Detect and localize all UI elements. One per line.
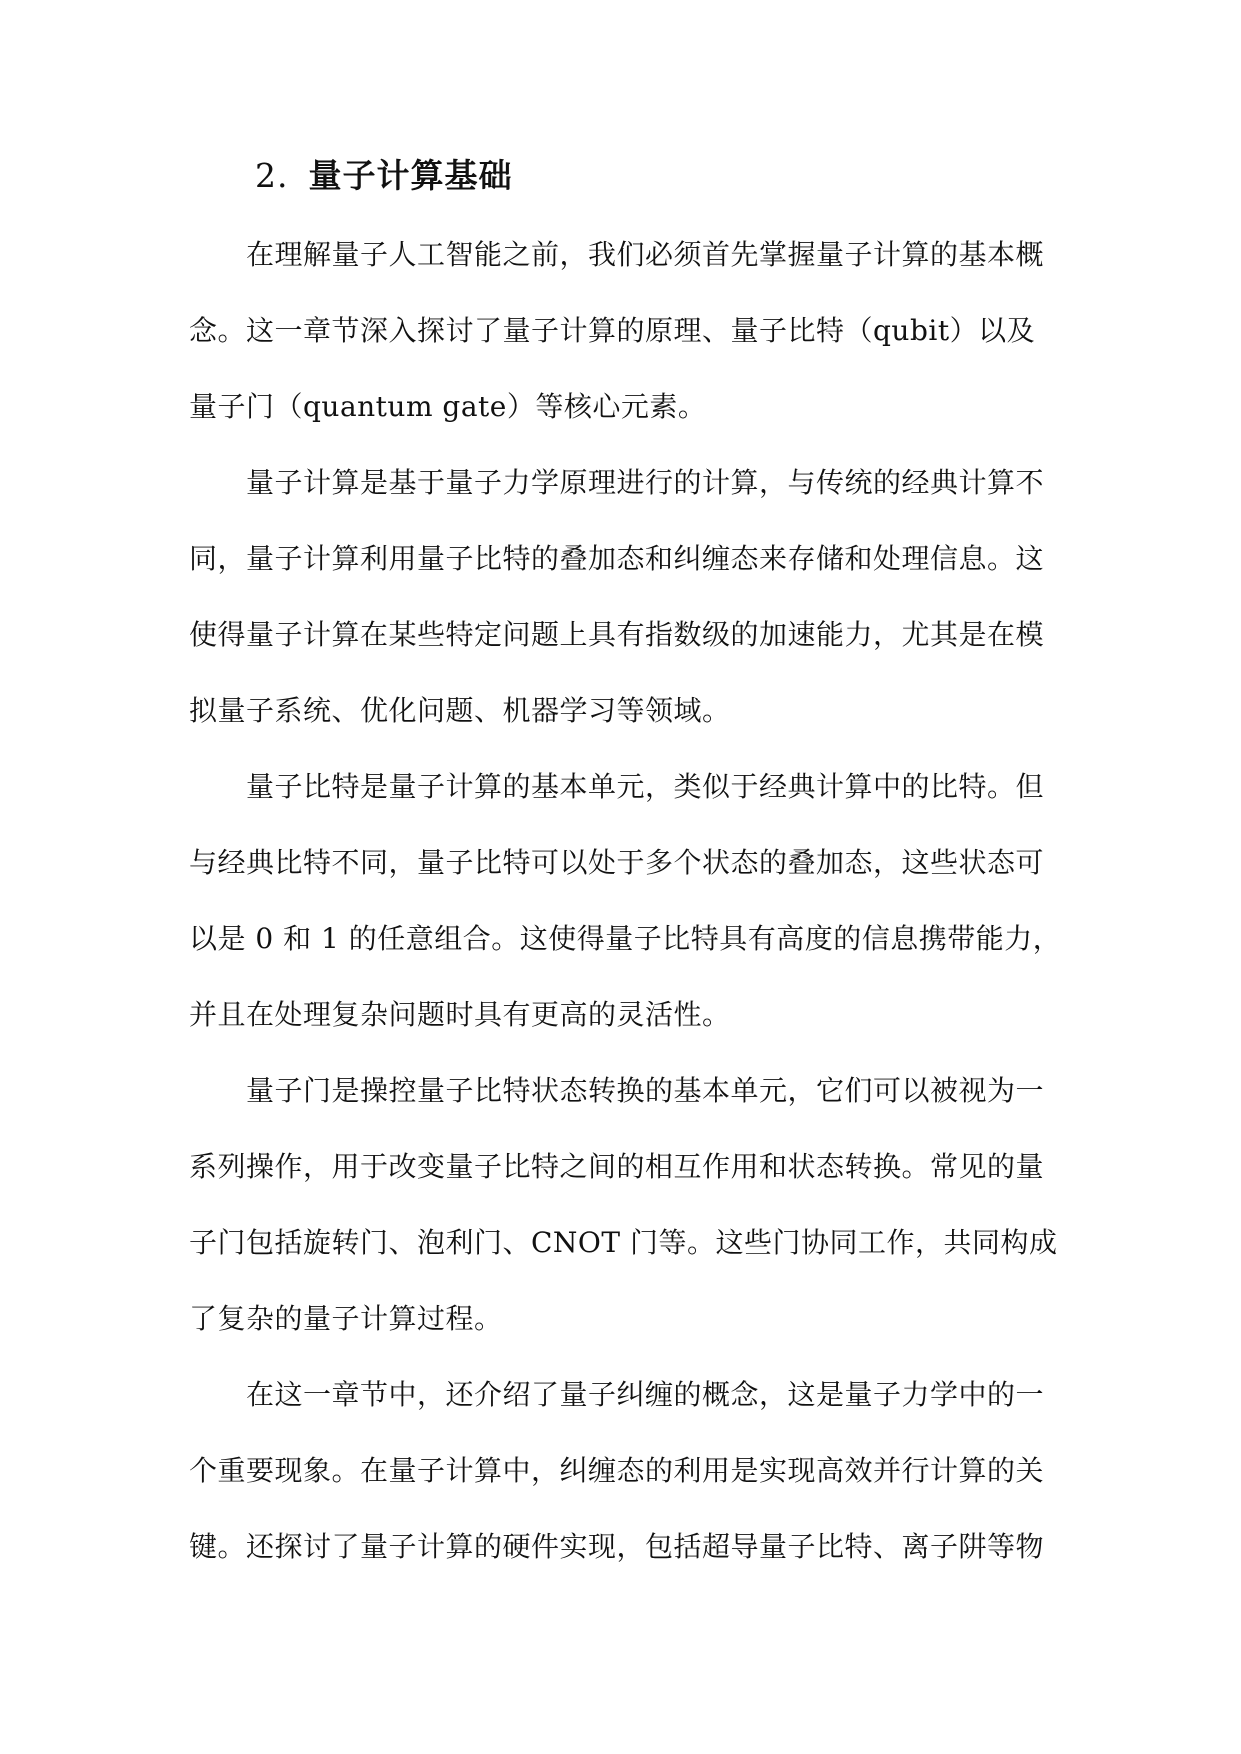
paragraph-5 bbox=[189, 1370, 1069, 1598]
paragraph-line: 以是 0 和 1 的任意组合。这使得量子比特具有高度的信息携带能力， bbox=[189, 922, 1062, 955]
paragraph-4 bbox=[189, 1066, 1069, 1370]
paragraph-line: 拟量子系统、优化问题、机器学习等领域。 bbox=[189, 694, 731, 727]
paragraph-3 bbox=[189, 762, 1069, 1066]
paragraph-line: 系列操作，用于改变量子比特之间的相互作用和状态转换。常见的量 bbox=[189, 1150, 1045, 1183]
body-text bbox=[189, 230, 1069, 1598]
paragraph-line: 同，量子计算利用量子比特的叠加态和纠缠态来存储和处理信息。这 bbox=[189, 542, 1045, 575]
section-title: 量子计算基础 bbox=[308, 156, 513, 195]
paragraph-line: 量子门（quantum gate）等核心元素。 bbox=[189, 390, 707, 423]
paragraph-line: 念。这一章节深入探讨了量子计算的原理、量子比特（qubit）以及 bbox=[189, 314, 1036, 347]
paragraph-line: 使得量子计算在某些特定问题上具有指数级的加速能力，尤其是在模 bbox=[189, 618, 1045, 651]
paragraph-line: 与经典比特不同，量子比特可以处于多个状态的叠加态，这些状态可 bbox=[189, 846, 1045, 879]
paragraph-line: 量子计算是基于量子力学原理进行的计算，与传统的经典计算不 bbox=[246, 466, 1045, 499]
paragraph-line: 在理解量子人工智能之前，我们必须首先掌握量子计算的基本概 bbox=[246, 238, 1045, 271]
paragraph-line: 量子门是操控量子比特状态转换的基本单元，它们可以被视为一 bbox=[246, 1074, 1045, 1107]
paragraph-line: 在这一章节中，还介绍了量子纠缠的概念，这是量子力学中的一 bbox=[246, 1378, 1045, 1411]
paragraph-line: 量子比特是量子计算的基本单元，类似于经典计算中的比特。但 bbox=[246, 770, 1045, 803]
section-heading bbox=[255, 150, 513, 197]
paragraph-line: 并且在处理复杂问题时具有更高的灵活性。 bbox=[189, 998, 731, 1031]
paragraph-1 bbox=[189, 230, 1069, 458]
paragraph-line: 了复杂的量子计算过程。 bbox=[189, 1302, 503, 1335]
paragraph-line: 子门包括旋转门、泡利门、CNOT 门等。这些门协同工作，共同构成 bbox=[189, 1226, 1058, 1259]
paragraph-line: 个重要现象。在量子计算中，纠缠态的利用是实现高效并行计算的关 bbox=[189, 1454, 1045, 1487]
paragraph-2 bbox=[189, 458, 1069, 762]
section-number: 2. bbox=[255, 156, 289, 195]
paragraph-line: 键。还探讨了量子计算的硬件实现，包括超导量子比特、离子阱等物 bbox=[189, 1530, 1045, 1563]
